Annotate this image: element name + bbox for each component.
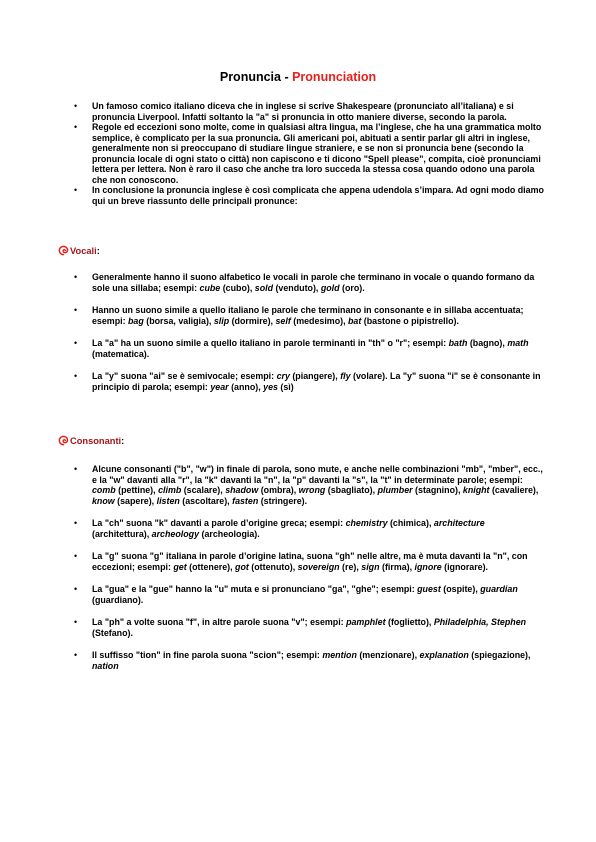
item-text: La "ch" suona "k" davanti a parole d’origine greca; esempi: — [92, 518, 346, 528]
item-text: (ignorare). — [441, 561, 489, 572]
item-text: (bastone o pipistrello). — [361, 315, 459, 326]
item-text: Hanno un suono simile a quello italiano le parole che terminano in consonante e in sillaba accentuata; esempi: — [92, 305, 524, 326]
bullet-icon: • — [74, 551, 78, 561]
example-word: get — [173, 561, 187, 572]
bullet-icon: • — [74, 272, 78, 282]
item-text: (ombra), — [258, 485, 299, 495]
section-colon: : — [96, 245, 100, 256]
example-word: sovereign — [297, 561, 340, 572]
example-word: slip — [213, 315, 230, 326]
intro-list — [74, 101, 544, 206]
bullet-icon: • — [74, 101, 78, 111]
item-text: (stringere). — [258, 495, 308, 506]
list-item — [74, 551, 544, 572]
item-text: (piangere), — [289, 371, 341, 381]
section-title: Consonanti — [70, 435, 122, 446]
item-text: (ottenuto), — [248, 561, 298, 572]
bullet-icon: • — [74, 518, 78, 528]
list-item — [74, 371, 544, 392]
title-main: Pronuncia - — [219, 70, 293, 84]
list-item — [74, 185, 544, 206]
example-word: listen — [156, 495, 180, 506]
item-text: (borsa, valigia), — [143, 315, 214, 326]
item-text: (venduto), — [273, 282, 321, 293]
item-text: (stagnino), — [412, 485, 463, 495]
section-heading-vocali — [58, 245, 100, 256]
example-word: fasten — [232, 495, 259, 506]
item-text: In conclusione la pronuncia inglese è così complicata che appena udendola s’impara. Ad ogni modo diamo qui un breve riassunto delle principali pronunce: — [92, 185, 544, 206]
bullet-icon: • — [74, 185, 78, 195]
example-word: comb — [92, 485, 116, 495]
item-text: (bagno), — [467, 338, 508, 348]
item-text: (architettura), — [92, 528, 152, 539]
example-word: bat — [348, 315, 362, 326]
example-word: knight — [462, 485, 490, 495]
list-item — [74, 305, 544, 326]
item-text: (spiegazione), — [468, 650, 531, 660]
list-item — [74, 518, 544, 539]
list-item — [74, 338, 544, 359]
item-text: (foglietto), — [385, 617, 434, 627]
example-word: pamphlet — [346, 617, 386, 627]
item-text: (pettine), — [115, 485, 159, 495]
item-text: (cubo), — [220, 282, 255, 293]
title-accent: Pronunciation — [292, 70, 377, 84]
example-word: plumber — [377, 485, 413, 495]
example-word: mention — [322, 650, 357, 660]
item-text: La "ph" a volte suona "f", in altre parole suona "v"; esempi: — [92, 617, 347, 627]
example-word: year — [210, 381, 229, 392]
bullet-icon: • — [74, 650, 78, 660]
item-text: (medesimo), — [290, 315, 349, 326]
vocali-list — [74, 272, 544, 404]
item-text: (sapere), — [114, 495, 157, 506]
list-item — [74, 617, 544, 638]
example-word: yes — [263, 381, 278, 392]
item-text: Un famoso comico italiano diceva che in inglese si scrive Shakespeare (pronunciato all’italiana) e si pronuncia Liverpool. Infatti soltanto la "a" si pronuncia in otto maniere diverse, secondo la parola. — [92, 101, 514, 122]
example-word: wrong — [298, 485, 326, 495]
example-word: guardian — [480, 584, 518, 594]
item-text: (menzionare), — [356, 650, 420, 660]
example-word: gold — [320, 282, 340, 293]
list-item — [74, 650, 544, 671]
example-word: nation — [92, 660, 119, 671]
example-word: know — [92, 495, 115, 506]
item-text: (Stefano). — [92, 627, 133, 638]
example-word: cube — [199, 282, 221, 293]
bullet-icon: • — [74, 617, 78, 627]
item-text: (guardiano). — [92, 594, 144, 605]
example-word: sign — [361, 561, 380, 572]
example-word: bath — [448, 338, 468, 348]
example-word: archeology — [151, 528, 200, 539]
item-text: Il suffisso "tion" in fine parola suona "scion"; esempi: — [92, 650, 323, 660]
example-word: fly — [340, 371, 351, 381]
item-text: La "y" suona "ai" se è semivocale; esempi: — [92, 371, 277, 381]
bullet-icon: • — [74, 464, 78, 474]
item-text: Alcune consonanti ("b", "w") in finale di parola, sono mute, e anche nelle combinazioni "mb", "mber", ecc., e la "w" davanti alla "r", la "k" davanti la "n", la "p" davanti la "s", la "t" in determinate parole; esempi: — [92, 464, 543, 485]
list-item — [74, 272, 544, 293]
item-text: Generalmente hanno il suono alfabetico le vocali in parole che terminano in vocale o quando formano da sole una sillaba; esempi: — [92, 272, 535, 293]
item-text: (sbagliato), — [325, 485, 378, 495]
example-word: shadow — [225, 485, 259, 495]
item-text: La "gua" e la "gue" hanno la "u" muta e si pronunciano "ga", "ghe"; esempi: — [92, 584, 418, 594]
swirl-icon — [58, 245, 69, 256]
example-word: self — [275, 315, 291, 326]
item-text: (dormire), — [229, 315, 276, 326]
section-title: Vocali — [70, 245, 97, 256]
bullet-icon: • — [74, 122, 78, 132]
example-word: bag — [128, 315, 144, 326]
example-word: sold — [254, 282, 274, 293]
list-item — [74, 101, 544, 122]
example-word: Philadelphia, Stephen — [433, 617, 527, 627]
item-text: (ascoltare), — [179, 495, 233, 506]
item-text: (oro). — [339, 282, 365, 293]
example-word: got — [235, 561, 249, 572]
item-text: (matematica). — [92, 348, 150, 359]
page-title — [0, 70, 596, 84]
example-word: chemistry — [345, 518, 388, 528]
example-word: guest — [417, 584, 441, 594]
list-item — [74, 122, 544, 185]
example-word: cry — [276, 371, 290, 381]
item-text: Regole ed eccezioni sono molte, come in qualsiasi altra lingua, ma l’inglese, che ha una grammatica molto semplice, è complicato per la sua pronuncia. Gli americani poi, abituati a sentir parlar gli altri in inglese, generalmente non si preoccupano di studiare lingue straniere, e se non si pronuncia bene (secondo la pronuncia locale di ogni stato o città) non capiscono e ti dicono "Spell please", compita, cioè pronunciami lettera per lettera. Non è raro il caso che anche tra loro succeda la stessa cosa quando odono una parola che non conoscono. — [92, 122, 542, 185]
item-text: La "a" ha un suono simile a quello italiano in parole terminanti in "th" o "r"; esempi: — [92, 338, 449, 348]
bullet-icon: • — [74, 305, 78, 315]
example-word: math — [507, 338, 529, 348]
example-word: architecture — [433, 518, 485, 528]
bullet-icon: • — [74, 371, 78, 381]
section-heading-consonanti — [58, 435, 124, 446]
example-word: explanation — [419, 650, 469, 660]
example-word: ignore — [414, 561, 442, 572]
item-text: (volare). La "y" suona "i" se è consonante in principio di parola; esempi: — [92, 371, 541, 392]
item-text: (anno), — [228, 381, 264, 392]
list-item — [74, 464, 544, 506]
section-colon: : — [121, 435, 125, 446]
item-text: (cavaliere), — [489, 485, 539, 495]
consonanti-list — [74, 464, 544, 683]
bullet-icon: • — [74, 584, 78, 594]
list-item — [74, 584, 544, 605]
example-word: climb — [158, 485, 182, 495]
item-text: (re), — [339, 561, 362, 572]
item-text: (sì) — [277, 381, 294, 392]
item-text: (chimica), — [387, 518, 434, 528]
item-text: (firma), — [379, 561, 415, 572]
bullet-icon: • — [74, 338, 78, 348]
item-text: (ospite), — [440, 584, 481, 594]
swirl-icon — [58, 435, 69, 446]
item-text: La "g" suona "g" italiana in parole d’origine latina, suona "gh" nelle altre, ma è muta davanti la "n", con eccezioni; esempi: — [92, 551, 528, 572]
item-text: (scalare), — [181, 485, 226, 495]
item-text: (ottenere), — [186, 561, 236, 572]
item-text: (archeologia). — [199, 528, 260, 539]
